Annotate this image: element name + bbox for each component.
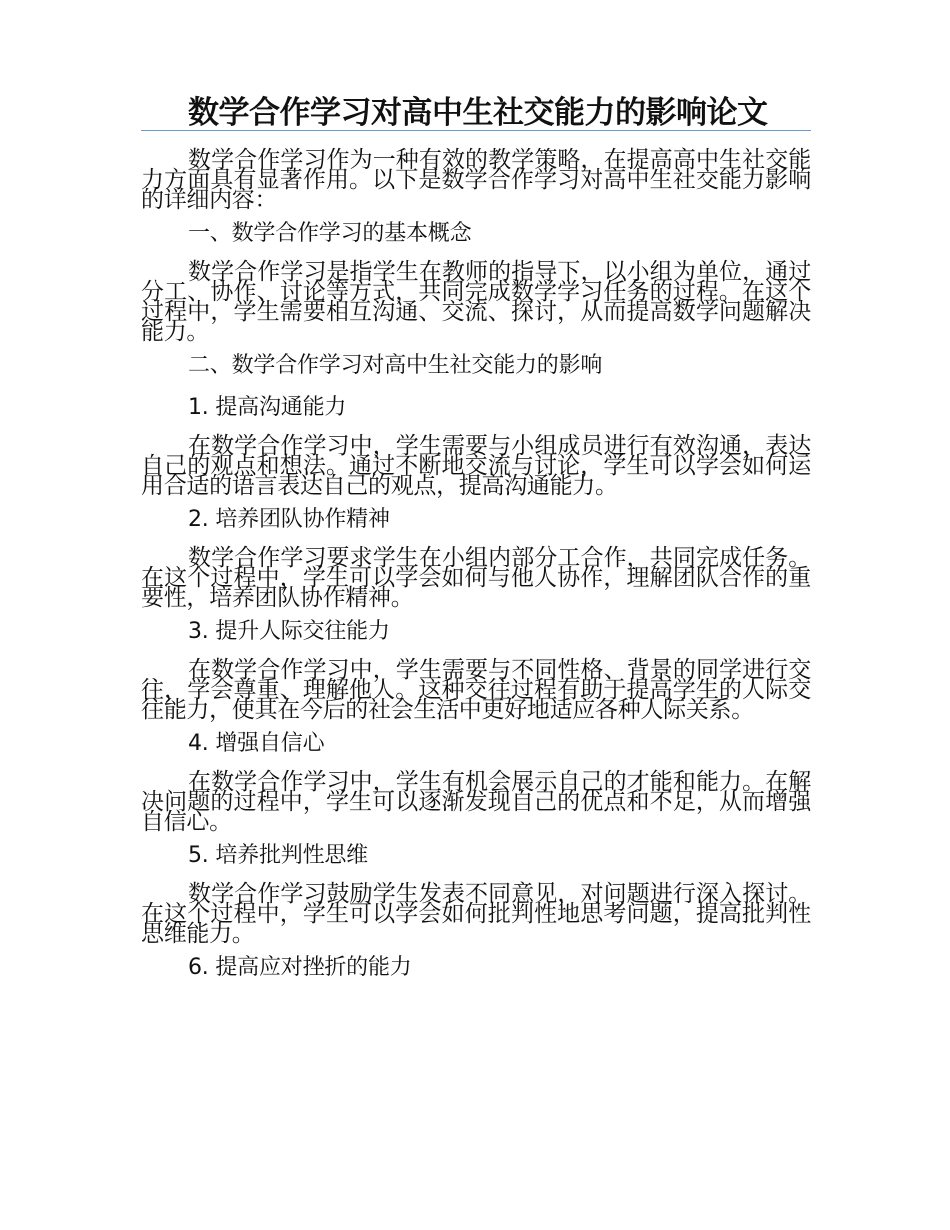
document-title: 数学合作学习对高中生社交能力的影响论文	[141, 100, 811, 131]
document-body	[141, 147, 811, 982]
section-heading: 2. 培养团队协作精神	[188, 507, 390, 532]
section-heading: 5. 培养批判性思维	[188, 843, 368, 868]
body-paragraph: 数学合作学习是指学生在教师的指导下，以小组为单位，通过分工、协作、讨论等方式，共同完成数学学习任务的过程。在这个过程中，学生需要相互沟通、交流、探讨，从而提高数学问题解决能力。	[141, 259, 811, 345]
section-heading: 4. 增强自信心	[188, 731, 325, 756]
body-paragraph: 在数学合作学习中，学生需要与不同性格、背景的同学进行交往，学会尊重、理解他人。这种交往过程有助于提高学生的人际交往能力，使其在今后的社会生活中更好地适应各种人际关系。	[141, 657, 811, 723]
body-paragraph: 在数学合作学习中，学生需要与小组成员进行有效沟通，表达自己的观点和想法。通过不断地交流与讨论，学生可以学会如何运用合适的语言表达自己的观点，提高沟通能力。	[141, 433, 811, 499]
body-paragraph: 在数学合作学习中，学生有机会展示自己的才能和能力。在解决问题的过程中，学生可以逐渐发现自己的优点和不足，从而增强自信心。	[141, 769, 811, 835]
body-paragraph: 数学合作学习鼓励学生发表不同意见，对问题进行深入探讨。在这个过程中，学生可以学会如何批判性地思考问题，提高批判性思维能力。	[141, 881, 811, 947]
body-paragraph: 数学合作学习作为一种有效的教学策略，在提高高中生社交能力方面具有显著作用。以下是数学合作学习对高中生社交能力影响的详细内容：	[141, 147, 811, 213]
section-heading: 二、数学合作学习对高中生社交能力的影响	[188, 353, 603, 378]
section-heading: 1. 提高沟通能力	[188, 395, 347, 420]
body-paragraph: 数学合作学习要求学生在小组内部分工合作，共同完成任务。在这个过程中，学生可以学会如何与他人协作，理解团队合作的重要性，培养团队协作精神。	[141, 545, 811, 611]
section-heading: 一、数学合作学习的基本概念	[188, 221, 472, 246]
document-page	[141, 95, 811, 996]
section-heading: 6. 提高应对挫折的能力	[188, 955, 412, 980]
section-heading: 3. 提升人际交往能力	[188, 619, 390, 644]
